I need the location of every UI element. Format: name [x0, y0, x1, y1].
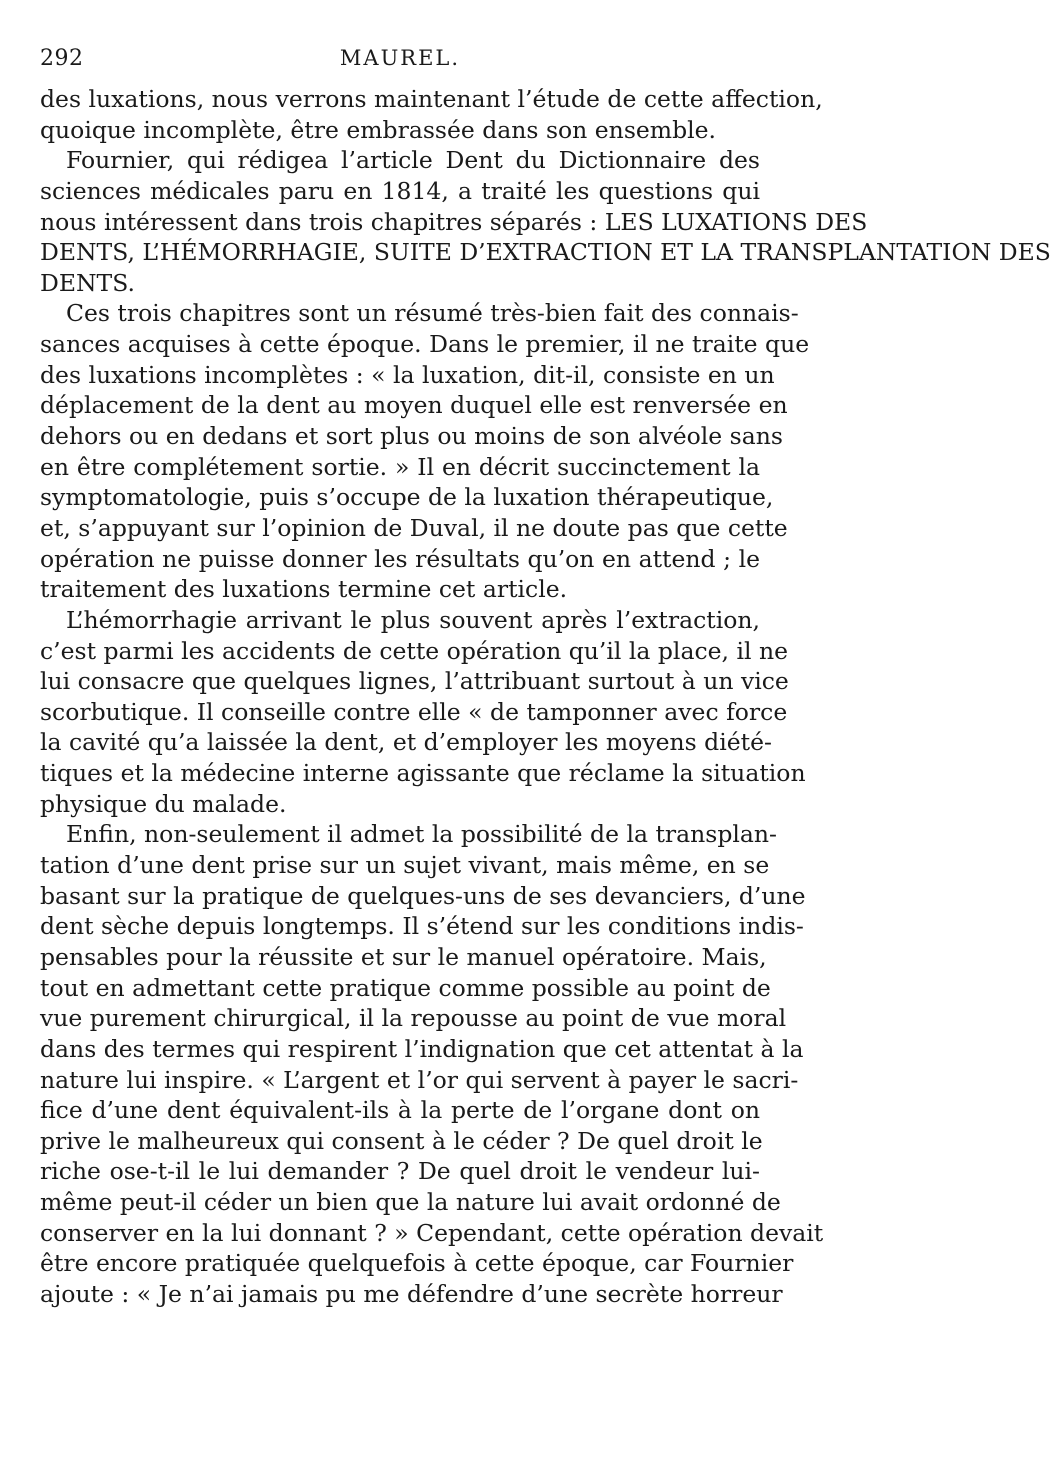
text-line: physique du malade.: [40, 789, 287, 818]
text-line: tation d’une dent prise sur un sujet vivant, mais même, en se: [40, 851, 770, 880]
text-line: scorbutique. Il conseille contre elle « de tamponner avec force: [40, 697, 788, 726]
text-line: en être complétement sortie. » Il en décrit succinctement la: [40, 452, 760, 481]
text-line: et, s’appuyant sur l’opinion de Duval, il ne doute pas que cette: [40, 513, 788, 542]
text-line: DENTS, L’HÉMORRHAGIE, SUITE D’EXTRACTION ET LA TRANSPLANTATION DES: [40, 238, 1051, 267]
text-line: Ces trois chapitres sont un résumé très-bien fait des connais-: [66, 299, 799, 328]
text-line: la cavité qu’a laissée la dent, et d’employer les moyens diété-: [40, 728, 772, 757]
page-number: 292: [40, 46, 84, 71]
text-line: Fournier, qui rédigea l’article Dent du Dictionnaire des: [66, 146, 760, 175]
text-line: fice d’une dent équivalent-ils à la perte de l’organe dont on: [40, 1096, 760, 1125]
text-line: sances acquises à cette époque. Dans le premier, il ne traite que: [40, 330, 810, 359]
text-line: quoique incomplète, être embrassée dans son ensemble.: [40, 115, 717, 144]
page-header: [40, 46, 760, 78]
text-line: riche ose-t-il le lui demander ? De quel droit le vendeur lui-: [40, 1157, 760, 1186]
text-line: dent sèche depuis longtemps. Il s’étend sur les conditions indis-: [40, 912, 804, 941]
text-line: opération ne puisse donner les résultats qu’on en attend ; le: [40, 544, 760, 573]
text-line: ajoute : « Je n’ai jamais pu me défendre d’une secrète horreur: [40, 1279, 783, 1308]
text-line: déplacement de la dent au moyen duquel elle est renversée en: [40, 391, 788, 420]
text-line: tout en admettant cette pratique comme possible au point de: [40, 973, 771, 1002]
text-line: être encore pratiquée quelquefois à cette époque, car Fournier: [40, 1249, 794, 1278]
text-line: pensables pour la réussite et sur le manuel opératoire. Mais,: [40, 942, 767, 971]
text-line: DENTS.: [40, 268, 135, 297]
text-line: des luxations, nous verrons maintenant l’étude de cette affection,: [40, 85, 823, 113]
text-line: conserver en la lui donnant ? » Cependant, cette opération devait: [40, 1218, 824, 1247]
text-line: des luxations incomplètes : « la luxation, dit-il, consiste en un: [40, 360, 775, 389]
text-line: dehors ou en dedans et sort plus ou moins de son alvéole sans: [40, 422, 783, 451]
text-line: symptomatologie, puis s’occupe de la luxation thérapeutique,: [40, 483, 774, 512]
text-line: sciences médicales paru en 1814, a traité les questions qui: [40, 176, 760, 205]
text-line: L’hémorrhagie arrivant le plus souvent après l’extraction,: [66, 605, 760, 634]
text-line: tiques et la médecine interne agissante que réclame la situation: [40, 759, 806, 788]
text-line: nous intéressent dans trois chapitres séparés : LES LUXATIONS DES: [40, 207, 868, 236]
running-head: MAUREL.: [339, 46, 461, 70]
text-line: c’est parmi les accidents de cette opération qu’il la place, il ne: [40, 636, 789, 665]
text-line: dans des termes qui respirent l’indignation que cet attentat à la: [40, 1034, 804, 1063]
text-line: basant sur la pratique de quelques-uns de ses devanciers, d’une: [40, 881, 806, 910]
text-line: nature lui inspire. « L’argent et l’or qui servent à payer le sacri-: [40, 1065, 799, 1094]
text-line: même peut-il céder un bien que la nature lui avait ordonné de: [40, 1188, 781, 1217]
body-text: [40, 84, 1051, 1310]
text-line: prive le malheureux qui consent à le céder ? De quel droit le: [40, 1126, 763, 1155]
text-line: lui consacre que quelques lignes, l’attribuant surtout à un vice: [40, 667, 789, 696]
text-line: vue purement chirurgical, il la repousse au point de vue moral: [40, 1004, 787, 1033]
text-line: traitement des luxations termine cet article.: [40, 575, 568, 604]
text-line: Enfin, non-seulement il admet la possibilité de la transplan-: [66, 820, 778, 849]
